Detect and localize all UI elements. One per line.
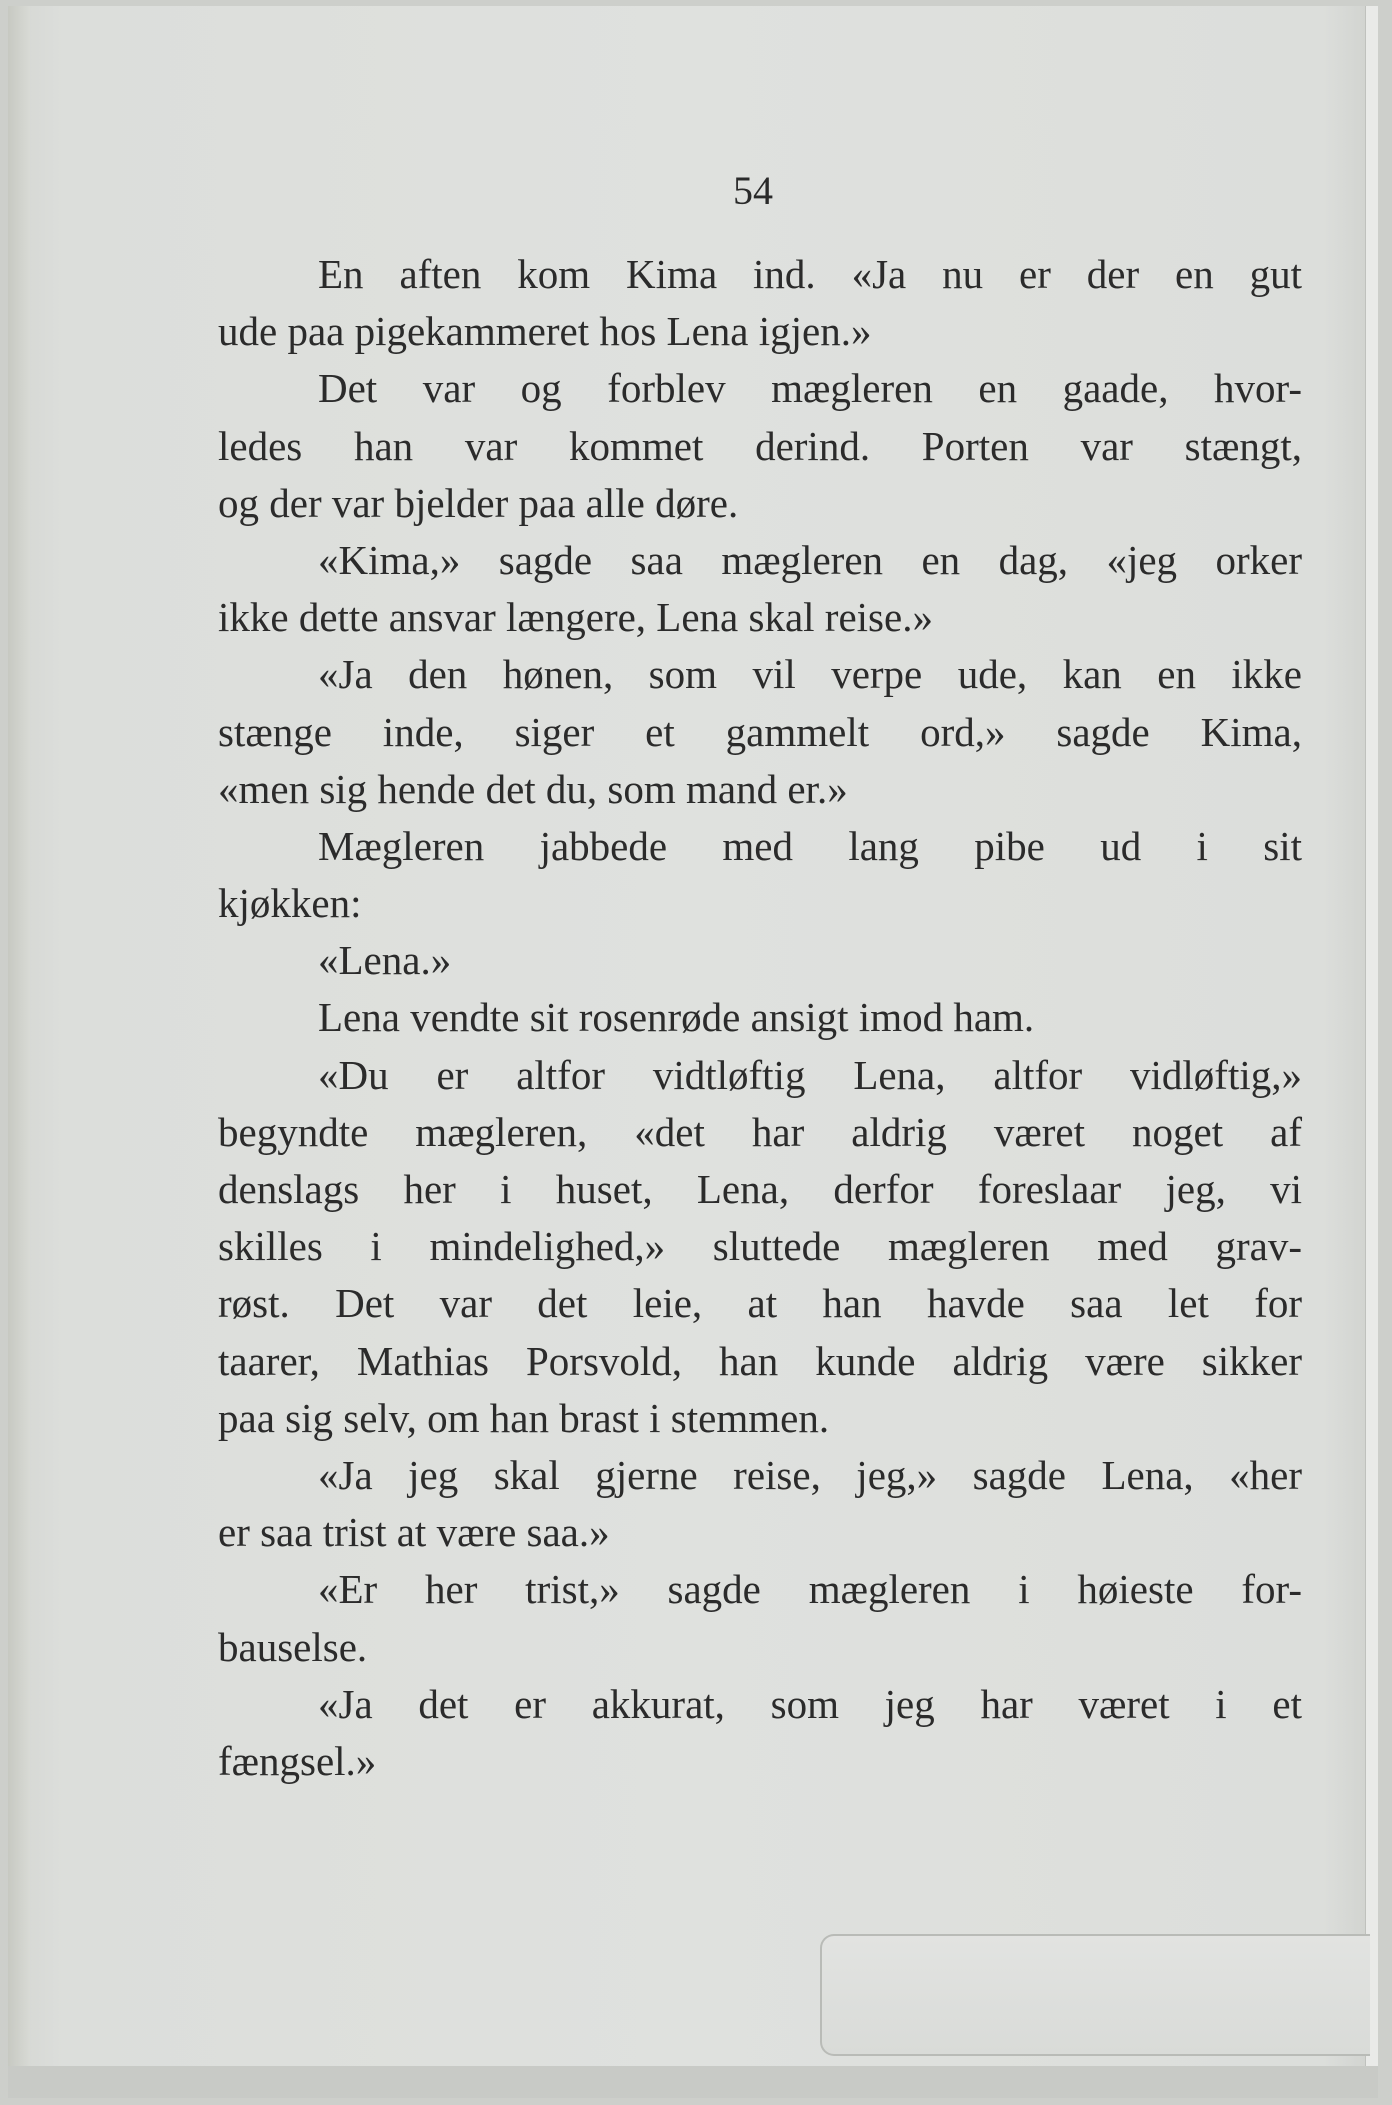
- text-line: røst. Det var det leie, at han havde saa let for: [218, 1280, 1302, 1327]
- text-line: ikke dette ansvar længere, Lena skal reise.»: [218, 594, 933, 641]
- text-line: kjøkken:: [218, 880, 362, 927]
- text-line: En aften kom Kima ind. «Ja nu er der en gut: [318, 251, 1302, 297]
- text-line: stænge inde, siger et gammelt ord,» sagde Kima,: [218, 708, 1302, 755]
- text-line: bauselse.: [218, 1623, 368, 1670]
- text-line: paa sig selv, om han brast i stemmen.: [218, 1394, 830, 1441]
- text-line: Mægleren jabbede med lang pibe ud i sit: [318, 822, 1302, 869]
- page-gutter: [8, 6, 30, 2098]
- text-line: ledes han var kommet derind. Porten var stængt,: [218, 422, 1302, 469]
- scan-bottom-edge: [8, 2066, 1378, 2098]
- text-line: «Lena.»: [318, 937, 452, 984]
- text-line: «men sig hende det du, som mand er.»: [218, 765, 848, 812]
- text-line: Lena vendte sit rosenrøde ansigt imod ham.: [318, 994, 1035, 1041]
- text-line: begyndte mægleren, «det har aldrig været noget af: [218, 1108, 1302, 1155]
- text-line: skilles i mindelighed,» sluttede mægleren med grav-: [218, 1223, 1302, 1270]
- text-line: «Du er altfor vidtløftig Lena, altfor vidløftig,»: [318, 1051, 1302, 1098]
- page-number: 54: [733, 168, 773, 213]
- text-line: Det var og forblev mægleren en gaade, hvor-: [318, 365, 1302, 412]
- text-line: er saa trist at være saa.»: [218, 1509, 610, 1556]
- text-line: «Ja den hønen, som vil verpe ude, kan en ikke: [318, 651, 1302, 698]
- text-line: denslags her i huset, Lena, derfor foreslaar jeg, vi: [218, 1166, 1302, 1212]
- text-line: fængsel.»: [218, 1737, 377, 1784]
- text-line: «Er her trist,» sagde mægleren i høieste for-: [318, 1566, 1302, 1613]
- book-page: [8, 6, 1378, 2098]
- text-line: og der var bjelder paa alle døre.: [218, 479, 739, 526]
- text-line: ude paa pigekammeret hos Lena igjen.»: [218, 308, 872, 355]
- text-line: taarer, Mathias Porsvold, han kunde aldrig være sikker: [218, 1337, 1302, 1384]
- sleeve-tab: [820, 1934, 1370, 2056]
- body-text: [218, 246, 1302, 1790]
- page-edge: [1365, 6, 1378, 2098]
- text-line: «Kima,» sagde saa mægleren en dag, «jeg orker: [318, 536, 1302, 583]
- text-line: «Ja jeg skal gjerne reise, jeg,» sagde Lena, «her: [318, 1451, 1302, 1498]
- text-line: «Ja det er akkurat, som jeg har været i et: [318, 1680, 1302, 1727]
